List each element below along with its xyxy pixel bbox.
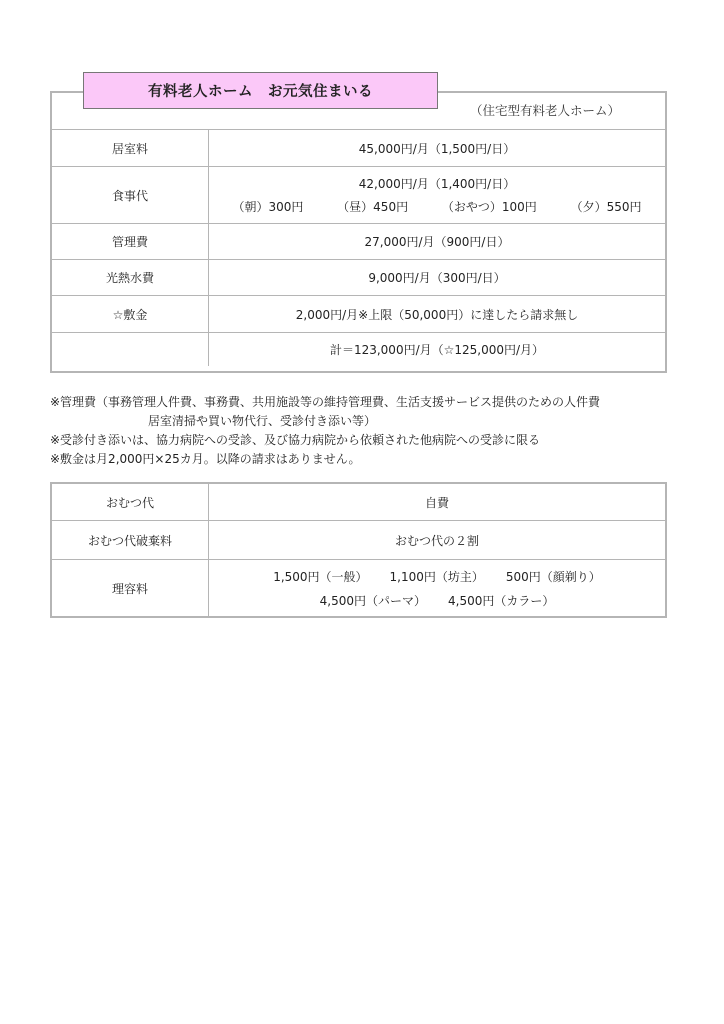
fee-value-cell [209, 167, 666, 224]
barber-line-2 [209, 592, 665, 609]
fee-label: 光熱水費 [52, 260, 209, 296]
fee-label: 居室料 [52, 130, 209, 167]
fee-value: 42,000円/月（1,400円/日） [358, 177, 516, 191]
fee-label: 食事代 [52, 167, 209, 224]
fee-label: ☆敷金 [52, 296, 209, 333]
extra-value: おむつ代の２割 [209, 521, 666, 560]
table-row [52, 296, 665, 333]
total-value: 計＝123,000円/月（☆125,000円/月） [209, 333, 666, 367]
meal-breakdown [209, 198, 665, 215]
fee-value: 45,000円/月（1,500円/日） [209, 130, 666, 167]
extra-label: 理容料 [52, 560, 209, 617]
fee-value: 2,000円/月※上限（50,000円）に達したら請求無し [209, 296, 666, 333]
barber-line-1 [209, 568, 665, 585]
note-management-fee: ※管理費（事務管理人件費、事務費、共用施設等の維持管理費、生活支援サービス提供のための人件費 [50, 395, 601, 409]
notes [50, 393, 600, 469]
table-row [52, 560, 665, 617]
extra-value: 自費 [209, 484, 666, 521]
barber-shave: 500円（顔剃り） [505, 569, 601, 584]
extra-label: おむつ代破棄料 [52, 521, 209, 560]
note-deposit: ※敷金は月2,000円×25カ月。以降の請求はありません。 [50, 452, 361, 466]
fee-label: 管理費 [52, 224, 209, 260]
barber-general: 1,500円（一般） [273, 569, 368, 584]
meal-snack: （おやつ）100円 [441, 200, 537, 214]
table-row [52, 130, 665, 167]
fee-value: 27,000円/月（900円/日） [209, 224, 666, 260]
note-management-fee-cont: 居室清掃や買い物代行、受診付き添い等） [148, 414, 377, 428]
barber-perm: 4,500円（パーマ） [319, 593, 426, 608]
meal-dinner: （夕）550円 [570, 200, 642, 214]
page-subtitle: （住宅型有料老人ホーム） [470, 103, 621, 118]
table-row [52, 224, 665, 260]
extra-label: おむつ代 [52, 484, 209, 521]
note-hospital-visit: ※受診付き添いは、協力病院への受診、及び協力病院から依頼された他病院への受診に限る [50, 433, 541, 447]
barber-prices [209, 560, 666, 617]
table-row [52, 333, 665, 367]
extras-table [52, 484, 665, 616]
fee-value: 9,000円/月（300円/日） [209, 260, 666, 296]
meal-breakfast: （朝）300円 [232, 200, 304, 214]
table-row [52, 167, 665, 224]
meal-lunch: （昼）450円 [337, 200, 409, 214]
fees-table [52, 129, 665, 366]
table-row [52, 260, 665, 296]
table-row [52, 521, 665, 560]
table-row [52, 484, 665, 521]
total-label [52, 333, 209, 367]
page-title: 有料老人ホーム お元気住まいる [83, 72, 438, 109]
barber-color: 4,500円（カラー） [448, 593, 555, 608]
barber-bouzu: 1,100円（坊主） [389, 569, 484, 584]
